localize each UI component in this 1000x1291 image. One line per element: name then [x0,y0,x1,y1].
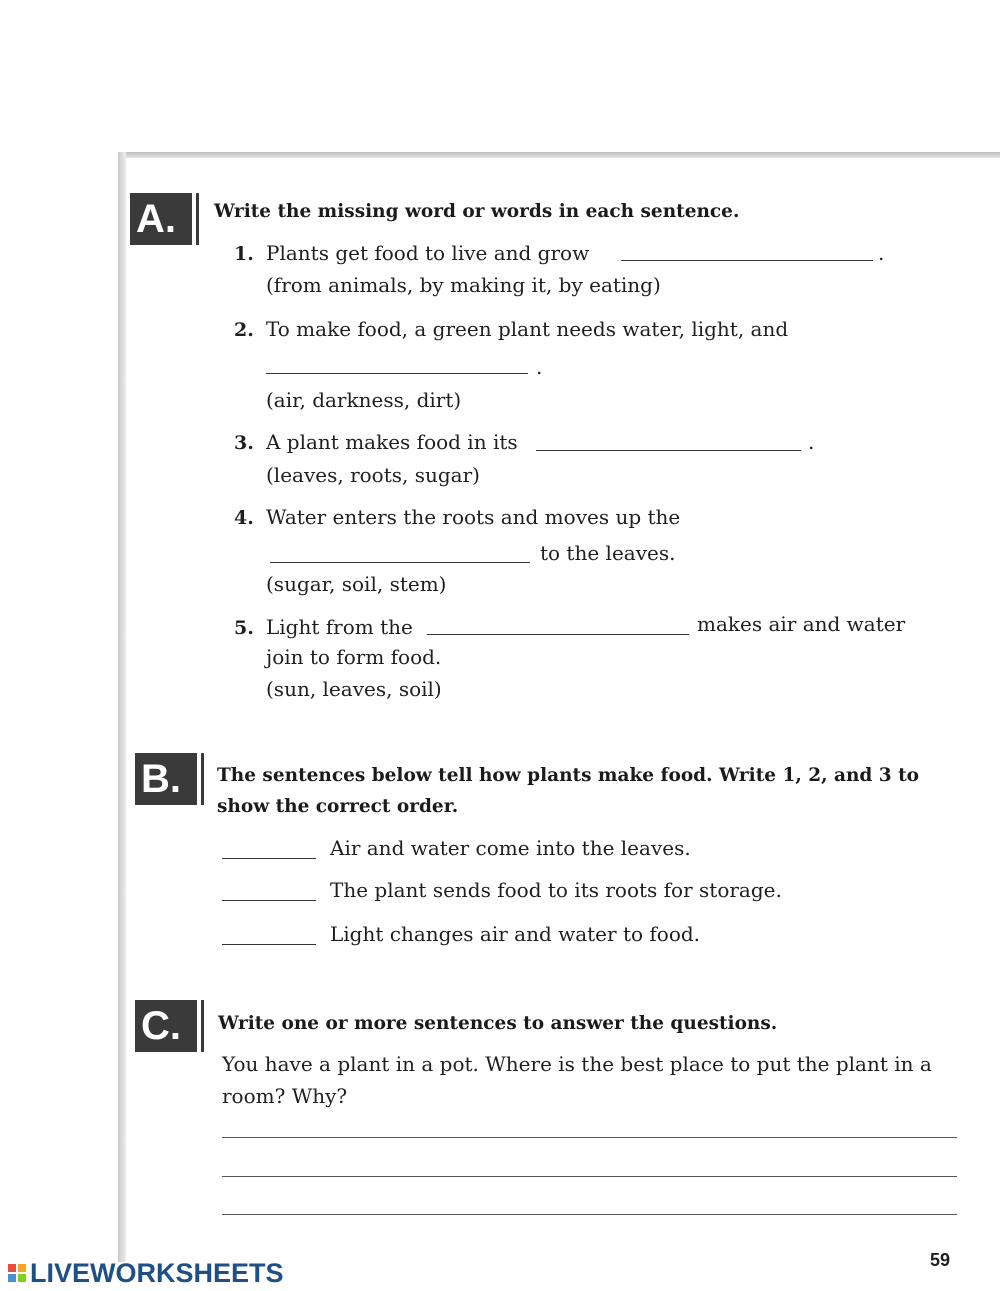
question-5-line2: join to form food. [266,645,442,669]
answer-line-2[interactable] [222,1176,957,1177]
question-2-blank[interactable] [266,373,528,374]
question-2-text: To make food, a green plant needs water, light, and [266,317,789,341]
section-c-badge [135,1000,201,1052]
order-blank-2[interactable] [222,900,316,901]
section-c-instruction: Write one or more sentences to answer the questions. [218,1013,778,1034]
liveworksheets-logo[interactable] [8,1256,284,1290]
section-b-letter: B. [141,757,181,801]
liveworksheets-logo-icon [8,1264,26,1282]
question-2-period: . [536,355,543,379]
question-3-choices: (leaves, roots, sugar) [266,463,480,487]
section-a-badge [130,193,196,245]
section-c-question-line2: room? Why? [222,1084,348,1108]
question-1-period: . [878,241,885,265]
question-5-text-after: makes air and water [697,612,906,636]
question-3-text: A plant makes food in its [266,430,518,454]
order-blank-3[interactable] [222,944,316,945]
section-b-badge [135,753,201,805]
question-2-choices: (air, darkness, dirt) [266,388,462,412]
section-b-instruction-line2: show the correct order. [217,796,459,817]
question-3-number: 3. [234,432,254,454]
question-2-number: 2. [234,319,254,341]
question-5-text: Light from the [266,615,413,639]
question-4-continuation: to the leaves. [540,541,676,565]
question-3-blank[interactable] [536,450,801,451]
order-item-2: The plant sends food to its roots for storage. [330,878,782,902]
section-a-letter: A. [136,197,176,241]
order-item-1: Air and water come into the leaves. [330,836,691,860]
answer-line-3[interactable] [222,1214,957,1215]
question-4-number: 4. [234,507,254,529]
question-3-period: . [808,430,815,454]
question-5-number: 5. [234,617,254,639]
page-edge-top [118,152,1000,158]
section-b-instruction-line1: The sentences below tell how plants make food. Write 1, 2, and 3 to [217,765,919,786]
section-c-letter: C. [141,1004,181,1048]
question-1-blank[interactable] [621,260,873,261]
liveworksheets-logo-text: LIVEWORKSHEETS [30,1257,284,1288]
question-5-choices: (sun, leaves, soil) [266,677,442,701]
section-a-instruction: Write the missing word or words in each sentence. [214,201,740,222]
page-number: 59 [930,1250,951,1270]
section-c-question-line1: You have a plant in a pot. Where is the best place to put the plant in a [222,1052,932,1076]
page-edge-left [118,152,126,1262]
answer-line-1[interactable] [222,1137,957,1138]
question-1-choices: (from animals, by making it, by eating) [266,273,661,297]
question-1-text: Plants get food to live and grow [266,241,590,265]
question-4-blank[interactable] [270,562,530,563]
question-5-blank[interactable] [427,634,689,635]
question-4-text: Water enters the roots and moves up the [266,505,681,529]
question-1-number: 1. [234,243,254,265]
order-item-3: Light changes air and water to food. [330,922,701,946]
question-4-choices: (sugar, soil, stem) [266,572,447,596]
order-blank-1[interactable] [222,858,316,859]
